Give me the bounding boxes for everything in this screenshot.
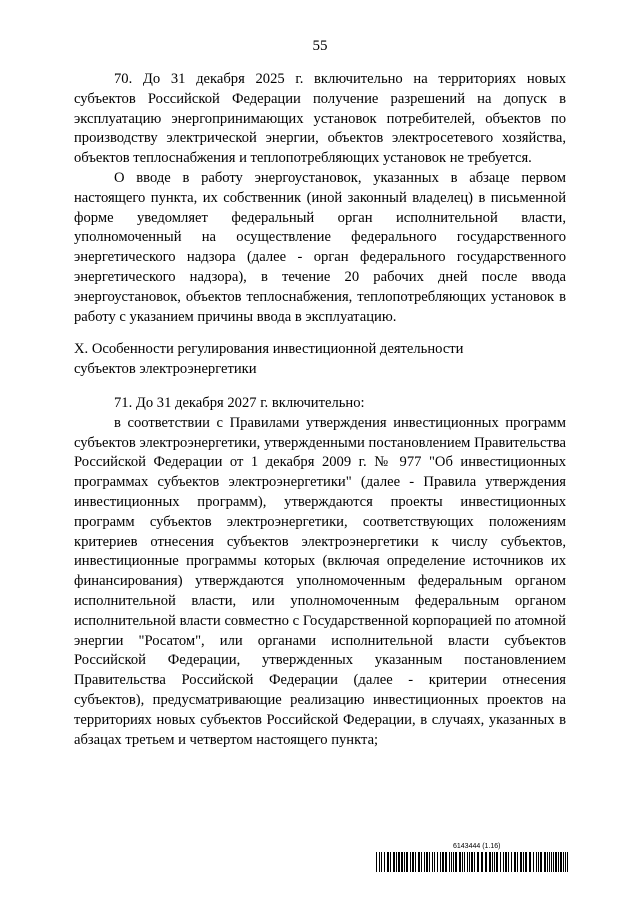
- paragraph-71: 71. До 31 декабря 2027 г. включительно:: [114, 394, 365, 411]
- barcode-label: 6143444 (1.16): [453, 843, 501, 850]
- section-heading: [74, 340, 566, 380]
- section-heading-line-2: субъектов электроэнергетики: [74, 361, 257, 378]
- paragraph-71-investment-programs: в соответствии с Правилами утверждения инвестиционных программ субъектов электроэнергетики, утвержденными постановлением Правительства Российской Федерации от 1 декабря 2009 г. № 977 "Об инвестиционных программах субъектов электроэнергетики" (далее - Правила утверждения инвестиционных программ), утверждаются проекты инвестиционных программ субъектов электроэнергетики, соответствующих положениям критериев отнесения субъектов электроэнергетики к числу субъектов, инвестиционные программы которых (включая определение источников их финансирования) утверждаются уполномоченным федеральным органом исполнительной власти, или уполномоченным федеральным органом исполнительной власти совместно с Государственной корпорацией по атомной энергии "Росатом", или органами исполнительной власти субъектов Российской Федерации, утвержденных указанным постановлением Правительства Российской Федерации (далее - критерии отнесения субъектов), предусматривающие реализацию инвестиционных проектов на территориях новых субъектов Российской Федерации, в случаях, указанных в абзацах третьем и четвертом настоящего пункта;: [74, 414, 566, 748]
- document-body: [74, 70, 566, 750]
- barcode-image: [376, 852, 568, 872]
- section-heading-line-1: X. Особенности регулирования инвестиционной деятельности: [74, 341, 464, 358]
- page-number: 55: [312, 38, 328, 54]
- paragraph-70-notice: О вводе в работу энергоустановок, указанных в абзаце первом настоящего пункта, их собственник (иной законный владелец) в письменной форме уведомляет федеральный орган исполнительной власти, уполномоченный на осуществление федерального государственного энергетического надзора (далее - орган федерального государственного энергетического надзора), в течение 20 рабочих дней после ввода энергоустановок, объектов теплоснабжения, теплопотребляющих установок в работу с указанием причины ввода в эксплуатацию.: [74, 169, 566, 325]
- paragraph-70: 70. До 31 декабря 2025 г. включительно на территориях новых субъектов Российской Федерации получение разрешений на допуск в эксплуатацию энергопринимающих установок потребителей, объектов по производству электрической энергии, объектов электросетевого хозяйства, объектов теплоснабжения и теплопотребляющих установок не требуется.: [74, 71, 566, 167]
